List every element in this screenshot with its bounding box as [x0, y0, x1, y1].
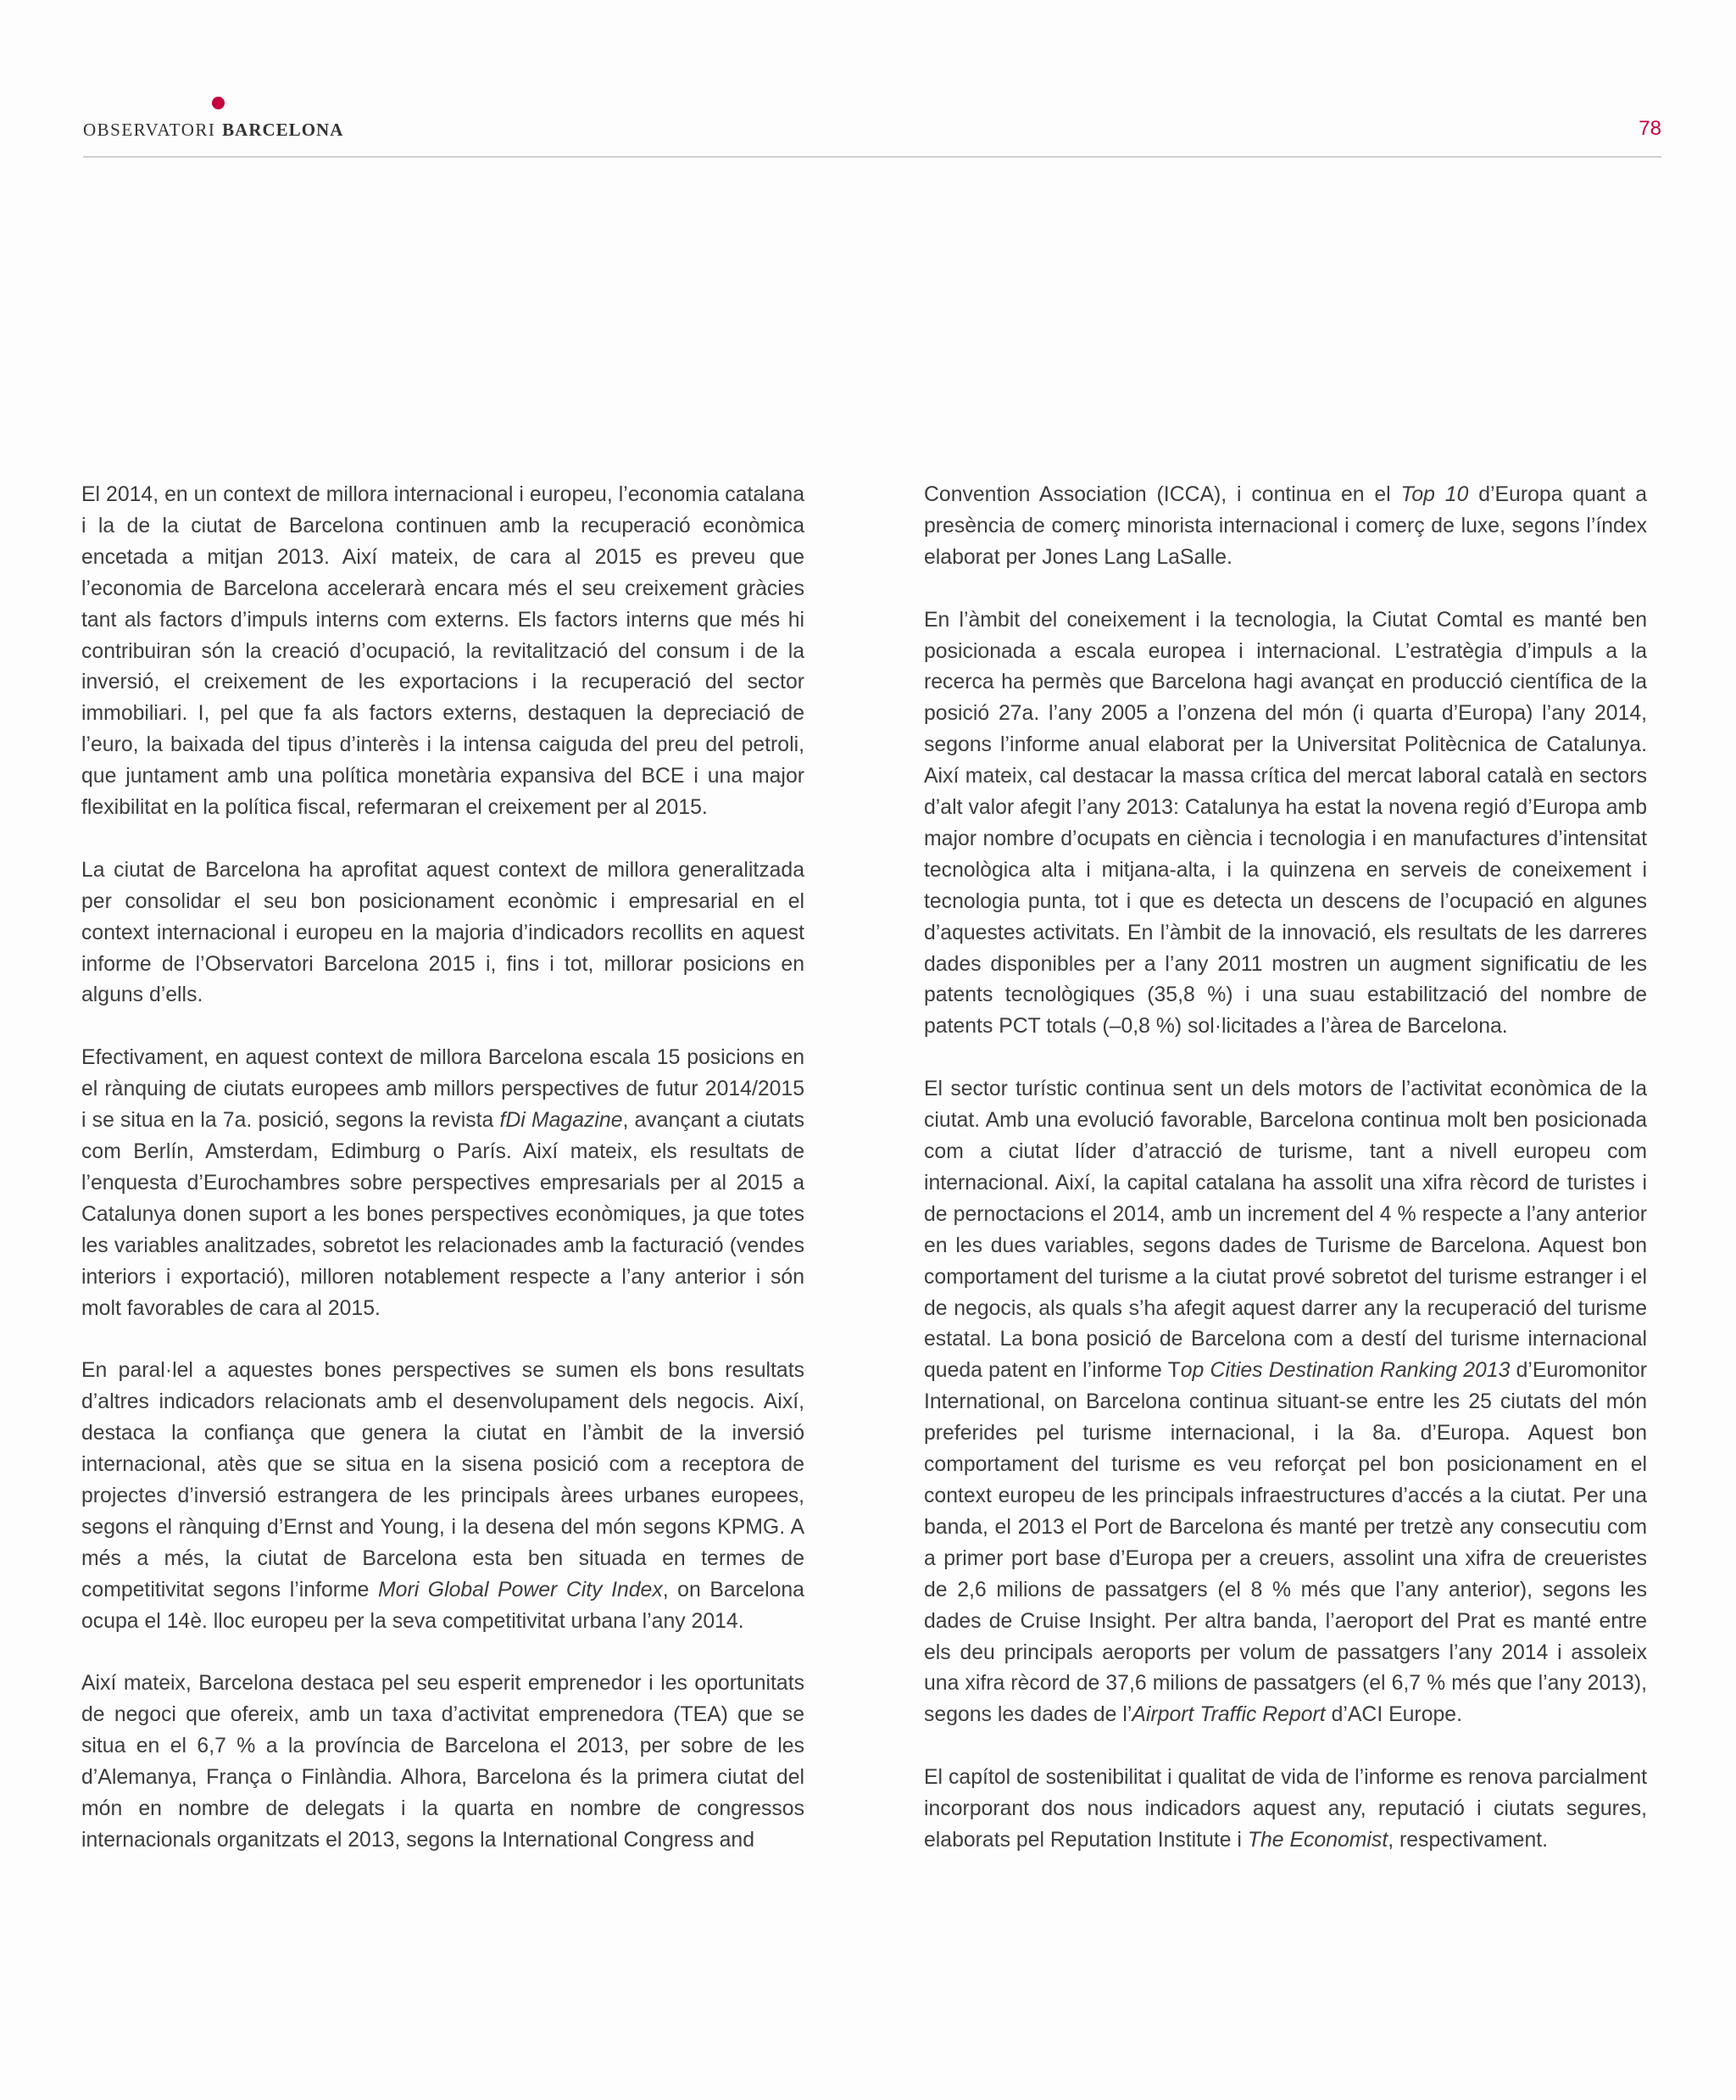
text-run: El capítol de sostenibilitat i qualitat de vida de l’informe es renova parcialment incorporant dos nous indicadors aquest any, reputació i ciutats segures, elaborats pel Reputation Institute i	[924, 1766, 1647, 1852]
italic-text: Mori Global Power City Index	[378, 1578, 663, 1601]
paragraph	[81, 1356, 804, 1637]
paragraph	[924, 1074, 1647, 1731]
paragraph	[924, 480, 1647, 574]
text-run: En paral·lel a aquestes bones perspectives se sumen els bons resultats d’altres indicadors relacionats amb el desenvolupament dels negocis. Així, destaca la confiança que genera la ciutat en l’àmbit de la inversió internacional, atès que se situa en la sisena posició com a receptora de projectes d’inversió estrangera de les principals àrees urbanes europees, segons el rànquing d’Ernst and Young, i la desena del món segons KPMG. A més a més, la ciutat de Barcelona esta ben situada en termes de competitivitat segons l’informe	[81, 1359, 804, 1601]
italic-text: Top 10	[1400, 483, 1469, 506]
paragraph	[81, 1043, 804, 1324]
header-divider	[83, 156, 1661, 158]
italic-text: Airport Traffic Report	[1132, 1703, 1326, 1727]
logo-text-light: observatori	[83, 114, 216, 142]
logo-text	[83, 114, 343, 142]
text-run: Convention Association (ICCA), i continua en el	[924, 483, 1401, 506]
paragraph	[924, 1763, 1647, 1857]
page-number: 78	[1639, 117, 1661, 140]
paragraph: La ciutat de Barcelona ha aprofitat aquest context de millora generalitzada per consolidar el seu bon posicionament econòmic i empresarial en el context internacional i europeu en la majoria d’indicadors recollits en aquest informe de l’Observatori Barcelona 2015 i, fins i tot, millorar posicions en alguns d’ells.	[81, 858, 804, 1007]
paragraph: En l’àmbit del coneixement i la tecnologia, la Ciutat Comtal es manté ben posicionada a escala europea i internacional. L’estratègia d’impuls a la recerca ha permès que Barcelona hagi avançat en producció científica de la posició 27a. l’any 2005 a l’onzena del món (i quarta d’Europa) l’any 2014, segons l’informe anual elaborat per la Universitat Politècnica de Catalunya. Així mateix, cal destacar la massa crítica del mercat laboral català en sectors d’alt valor afegit l’any 2013: Catalunya ha estat la novena regió d’Europa amb major nombre d’ocupats en ciència i tecnologia i en manufactures d’intensitat tecnològica alta i mitjana-alta, i la quinzena en serveis de coneixement i tecnologia punta, tot i que es detecta un descens de l’ocupació en algunes d’aquestes activitats. En l’àmbit de la innovació, els resultats de les darreres dades disponibles per a l’any 2011 mostren un augment significatiu de les patents tecnològiques (35,8 %) i una suau estabilització del nombre de patents PCT totals (–0,8 %) sol·licitades a l’àrea de Barcelona.	[924, 608, 1647, 1039]
italic-text: fDi Magazine	[499, 1109, 623, 1133]
text-run: , on Barcelona ocupa el 14è. lloc europeu per la seva competitivitat urbana l’any 2014.	[81, 1578, 804, 1633]
text-run: d’Euromonitor International, on Barcelona continua situant-se entre les 25 ciutats del món preferides pel turisme internacional, i la 8a. d’Europa. Aquest bon comportament del turisme es veu reforçat pel bon posicionament en el context europeu de les principals infraestructures d’accés a la ciutat. Per una banda, el 2013 el Port de Barcelona és manté per tretzè any consecutiu com a primer port base d’Europa per a creuers, assolint una xifra de creueristes de 2,6 milions de passatgers (el 8 % més que l’any anterior), segons les dades de Cruise Insight. Per altra banda, l’aeroport del Prat es manté entre els deu principals aeroports per volum de passatgers l’any 2014 i assoleix una xifra rècord de 37,6 milions de passatgers (el 6,7 % més que l’any 2013), segons les dades de l’	[924, 1359, 1647, 1727]
text-run: Efectivament, en aquest context de millora Barcelona escala 15 posicions en el rànquing de ciutats europees amb millors perspectives de futur 2014/2015 i se situa en la 7a. posició, segons la revista	[81, 1046, 804, 1133]
text-run: El sector turístic continua sent un dels motors de l’activitat econòmica de la ciutat. Amb una evolució favorable, Barcelona continua molt ben posicionada com a ciutat líder d’atracció de turisme, tant a nivell europeu com internacional. Així, la capital catalana ha assolit una xifra rècord de turistes i de pernoctacions el 2014, amb un increment del 4 % respecte a l’any anterior en les dues variables, segons dades de Turisme de Barcelona. Aquest bon comportament del turisme a la ciutat prové sobretot del turisme estranger i el de negocis, als quals s’ha afegit aquest darrer any la recuperació del turisme estatal. La bona posició de Barcelona com a destí del turisme internacional queda patent en l’informe T	[924, 1078, 1647, 1383]
page-header	[83, 92, 1661, 158]
text-run: d’Europa quant a presència de comerç minorista internacional i comerç de luxe, segons l’índex elaborat per Jones Lang LaSalle.	[924, 483, 1647, 569]
text-run: d’ACI Europe.	[1325, 1703, 1462, 1727]
left-text-column	[81, 480, 804, 1857]
italic-text: The Economist	[1247, 1828, 1388, 1852]
text-run: , avançant a ciutats com Berlín, Amsterdam, Edimburg o París. Així mateix, els resultats de l’enquesta d’Eurochambres sobre perspectives empresarials per al 2015 a Catalunya donen suport a les bones perspectives econòmiques, ja que totes les variables analitzades, sobretot les relacionades amb la facturació (vendes interiors i exportació), milloren notablement respecte a l’any anterior i són molt favorables de cara al 2015.	[81, 1109, 804, 1320]
logo-text-bold: barcelona	[222, 114, 344, 142]
italic-text: op Cities Destination Ranking 2013	[1180, 1359, 1511, 1383]
paragraph: Així mateix, Barcelona destaca pel seu esperit emprenedor i les oportunitats de negoci que ofereix, amb un taxa d’activitat emprenedora (TEA) que se situa en el 6,7 % a la província de Barcelona el 2013, per sobre de les d’Alemanya, França o Finlàndia. Alhora, Barcelona és la primera ciutat del món en nombre de delegats i la quarta en nombre de congressos internacionals organitzats el 2013, segons la International Congress and	[81, 1672, 804, 1852]
right-text-column	[924, 480, 1647, 1857]
logo-dot-icon	[212, 97, 225, 109]
text-run: , respectivament.	[1388, 1828, 1549, 1852]
paragraph: El 2014, en un context de millora internacional i europeu, l’economia catalana i la de la ciutat de Barcelona continuen amb la recuperació econòmica encetada a mitjan 2013. Així mateix, de cara al 2015 es preveu que l’economia de Barcelona accelerarà encara més el seu creixement gràcies tant als factors d’impuls interns com externs. Els factors interns que més hi contribuiran són la creació d’ocupació, la revitalització del consum i de la inversió, el creixement de les exportacions i la recuperació del sector immobiliari. I, pel que fa als factors externs, destaquen la depreciació de l’euro, la baixada del tipus d’interès i la intensa caiguda del preu del petroli, que juntament amb una política monetària expansiva del BCE i una major flexibilitat en la política fiscal, refermaran el creixement per al 2015.	[81, 483, 804, 820]
